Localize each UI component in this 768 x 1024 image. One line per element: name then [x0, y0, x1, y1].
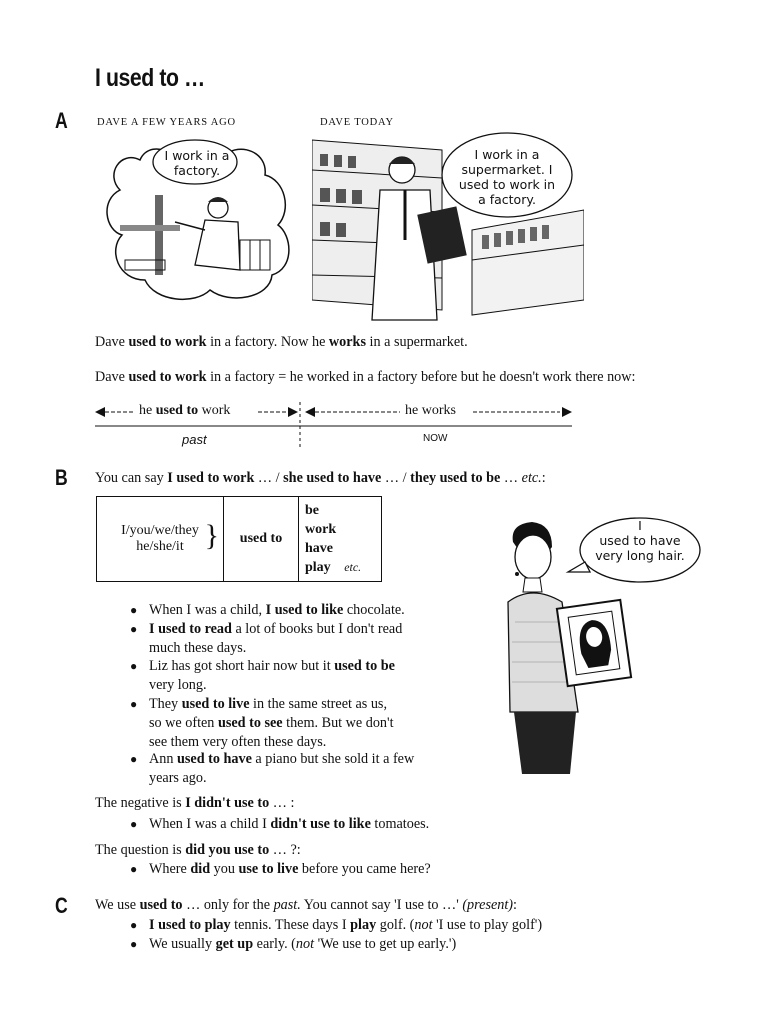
used-to-cell: used to [224, 497, 299, 582]
b-example-4: ● They used to live in the same street as us, so we often used to see them. But we don't see them very often these days. [130, 696, 394, 750]
question-example: ● Where did you use to live before you came here? [130, 861, 431, 877]
verb-play-row [305, 558, 373, 577]
a-sentence-1: Dave used to work in a factory. Now he works in a supermarket. [95, 334, 468, 350]
b-example-3: ● Liz has got short hair now but it used to be very long. [130, 658, 395, 693]
right-speech-text [447, 147, 567, 207]
verbs-cell [299, 497, 382, 582]
section-c-label: C [55, 893, 68, 918]
section-a-label: A [55, 108, 68, 133]
timeline-past: past [182, 432, 207, 447]
right-bubble-line4: a factory. [478, 192, 536, 207]
woman-bubble-line2: used to have [599, 533, 681, 548]
right-bubble-line3: used to work in [458, 177, 556, 192]
woman-speech-text [585, 518, 695, 563]
a-sentence-2: Dave used to work in a factory = he worked in a factory before but he doesn't work there now: [95, 369, 636, 385]
right-bubble-line2: supermarket. I [461, 162, 553, 177]
left-speech-text [152, 148, 242, 178]
timeline-left-label: he used to work [139, 403, 231, 418]
c-rule: We use used to … only for the past. You cannot say 'I use to …' (present): [95, 897, 517, 913]
c-example-1: ● I used to play tennis. These days I play golf. (not 'I use to play golf') [130, 917, 543, 933]
right-bubble-line1: I work in a [474, 147, 540, 162]
woman-bubble-line3: very long hair. [595, 548, 685, 563]
timeline-right-label: he works [405, 403, 456, 418]
timeline-now: NOW [423, 433, 448, 444]
c-example-2: ● We usually get up early. (not 'We use to get up early.') [130, 936, 457, 952]
b-example-1: ● When I was a child, I used to like chocolate. [130, 602, 405, 618]
b-example-5: ● Ann used to have a piano but she sold it a few years ago. [130, 751, 415, 786]
verb-play: play [305, 560, 331, 575]
subjects-line-1: I/you/we/they [121, 523, 199, 538]
b-example-2: ● I used to read a lot of books but I don't read much these days. [130, 621, 403, 656]
subjects-line-2: he/she/it [136, 539, 184, 554]
left-bubble-line2: factory. [173, 163, 221, 178]
b-intro: You can say I used to work … / she used to have … / they used to be … etc.: [95, 470, 546, 486]
woman-bubble-line1: I [638, 518, 642, 533]
verb-work: work [305, 522, 337, 537]
section-b-label: B [55, 465, 68, 490]
negative-example: ● When I was a child I didn't use to like tomatoes. [130, 816, 430, 832]
question-rule: The question is did you use to … ?: [95, 842, 301, 858]
verb-have: have [305, 541, 333, 556]
verbs-etc: etc. [344, 560, 362, 574]
verb-be: be [305, 503, 319, 518]
subjects-cell: I/you/we/they he/she/it } [97, 497, 224, 582]
caption-left: DAVE A FEW YEARS AGO [97, 117, 236, 128]
left-bubble-line1: I work in a [164, 148, 230, 163]
page-title: I used to … [95, 64, 205, 92]
used-to-table [96, 496, 382, 582]
caption-right: DAVE TODAY [320, 117, 394, 128]
negative-rule: The negative is I didn't use to … : [95, 795, 295, 811]
